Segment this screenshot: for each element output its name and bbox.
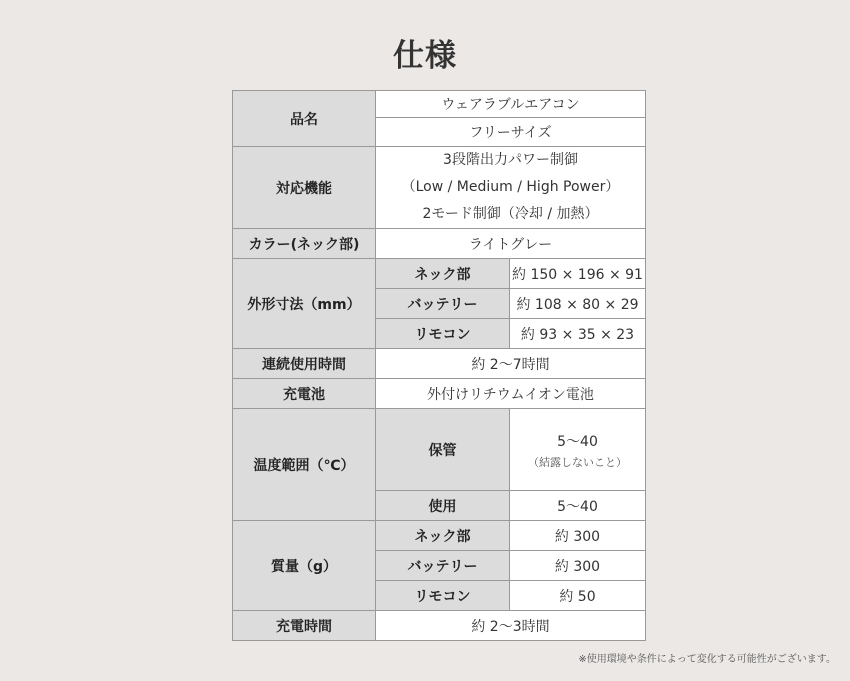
table-row — [233, 521, 646, 551]
row-label-usage-time: 連続使用時間 — [233, 349, 376, 379]
cell-mass-neck: 約 300 — [510, 521, 646, 551]
table-row — [233, 611, 646, 641]
sub-label-storage: 保管 — [376, 409, 510, 491]
sub-label-neck: ネック部 — [376, 521, 510, 551]
row-label-charge-time: 充電時間 — [233, 611, 376, 641]
spec-table — [232, 90, 646, 641]
cell-charge-time: 約 2〜3時間 — [376, 611, 646, 641]
cell-dimensions-remote: 約 93 × 35 × 23 — [510, 319, 646, 349]
cell-color: ライトグレー — [376, 229, 646, 259]
table-row — [233, 409, 646, 491]
function-line-3: 2モード制御（冷却 / 加熱） — [422, 206, 599, 222]
footnote: ※使用環境や条件によって変化する可能性がございます。 — [578, 654, 836, 665]
row-label-functions: 対応機能 — [233, 147, 376, 229]
sub-label-battery: バッテリー — [376, 551, 510, 581]
sub-label-use: 使用 — [376, 491, 510, 521]
table-row — [233, 91, 646, 118]
row-label-temperature: 温度範囲（℃） — [233, 409, 376, 521]
sub-label-remote: リモコン — [376, 319, 510, 349]
page-title: 仕様 — [393, 38, 457, 74]
cell-use-temp: 5〜40 — [510, 491, 646, 521]
table-row — [233, 229, 646, 259]
cell-dimensions-battery: 約 108 × 80 × 29 — [510, 289, 646, 319]
function-line-2: （Low / Medium / High Power） — [401, 179, 620, 195]
function-line-1: 3段階出力パワー制御 — [443, 152, 578, 168]
row-label-battery: 充電池 — [233, 379, 376, 409]
cell-product-size: フリーサイズ — [376, 118, 646, 147]
cell-storage-temp — [510, 409, 646, 491]
row-label-mass: 質量（g） — [233, 521, 376, 611]
sub-label-neck: ネック部 — [376, 259, 510, 289]
cell-mass-remote: 約 50 — [510, 581, 646, 611]
cell-mass-battery: 約 300 — [510, 551, 646, 581]
row-label-dimensions: 外形寸法（mm） — [233, 259, 376, 349]
cell-product-name: ウェアラブルエアコン — [376, 91, 646, 118]
storage-temp-value: 5〜40 — [557, 433, 598, 450]
cell-functions — [376, 147, 646, 229]
row-label-product-name: 品名 — [233, 91, 376, 147]
table-row — [233, 379, 646, 409]
table-row — [233, 259, 646, 289]
cell-battery: 外付けリチウムイオン電池 — [376, 379, 646, 409]
sub-label-battery: バッテリー — [376, 289, 510, 319]
row-label-color: カラー(ネック部) — [233, 229, 376, 259]
cell-dimensions-neck: 約 150 × 196 × 91 — [510, 259, 646, 289]
sub-label-remote: リモコン — [376, 581, 510, 611]
cell-usage-time: 約 2〜7時間 — [376, 349, 646, 379]
table-row — [233, 147, 646, 229]
storage-temp-note: （結露しないこと） — [528, 455, 627, 469]
table-row — [233, 349, 646, 379]
